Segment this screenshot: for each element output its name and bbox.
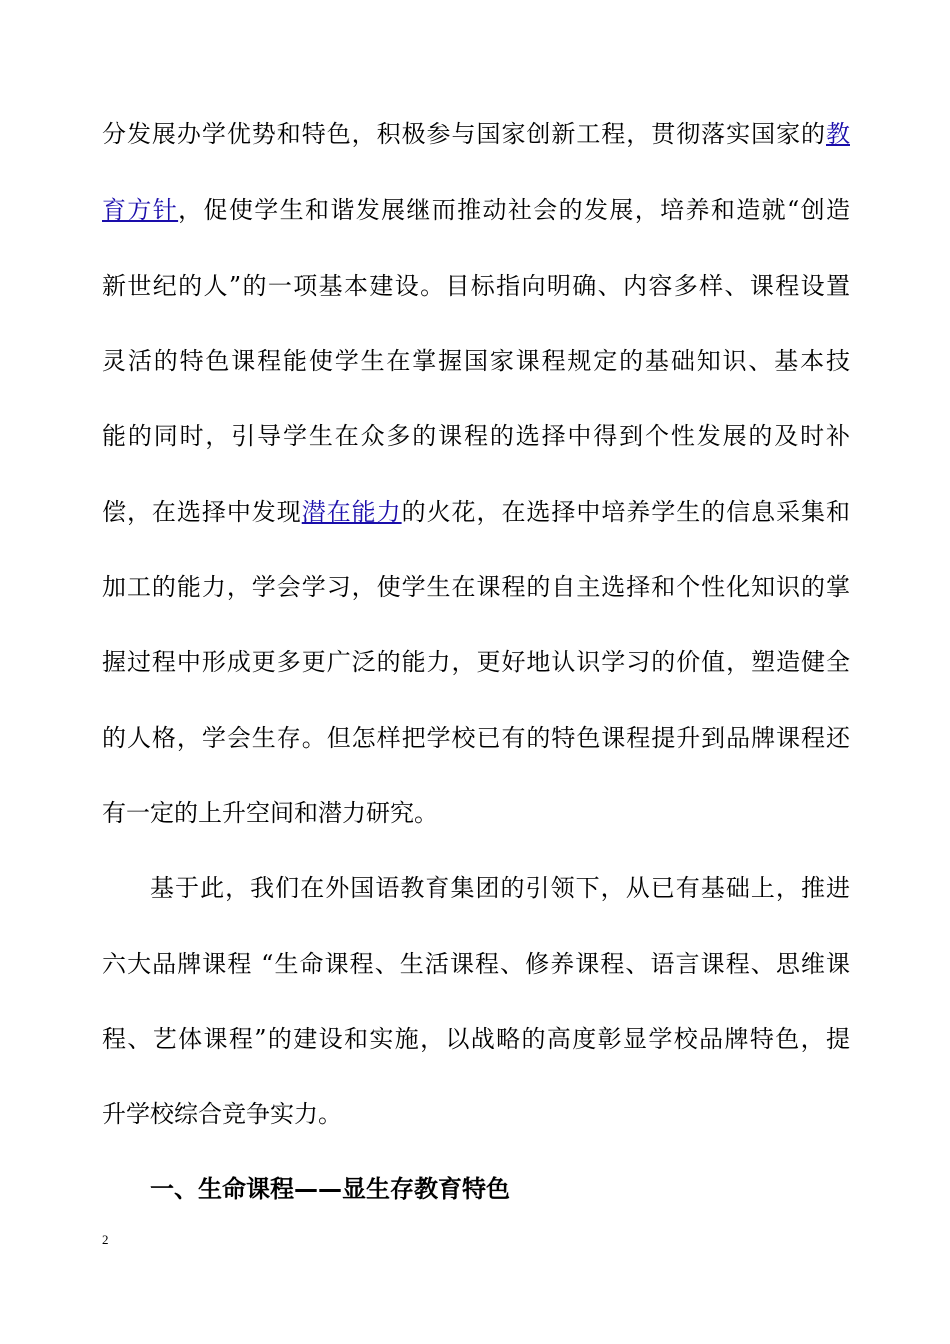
paragraph2-line3: 程、艺体课程”的建设和实施，以战略的高度彰显学校品牌特色，提 [102, 1025, 850, 1053]
link-education-policy-cont[interactable]: 育方针 [102, 196, 179, 224]
paragraph1-line3: 新世纪的人”的一项基本建设。目标指向明确、内容多样、课程设置 [102, 272, 850, 300]
text-segment: ，促使学生和谐发展继而推动社会的发展，培养和造就“创造 [178, 196, 850, 224]
paragraph1-line9: 的人格，学会生存。但怎样把学校已有的特色课程提升到品牌课程还 [102, 724, 850, 752]
section-heading: 一、生命课程——显生存教育特色 [150, 1175, 510, 1203]
paragraph2-line4: 升学校综合竞争实力。 [102, 1100, 342, 1128]
paragraph2-line2: 六大品牌课程 “生命课程、生活课程、修养课程、语言课程、思维课 [102, 950, 850, 978]
paragraph1-line7: 加工的能力，学会学习，使学生在课程的自主选择和个性化知识的掌 [102, 573, 850, 601]
paragraph1-line2 [102, 190, 850, 230]
paragraph1-line6 [102, 492, 850, 532]
link-potential-ability[interactable]: 潜在能力 [301, 498, 402, 526]
text-segment: 的火花，在选择中培养学生的信息采集和 [401, 498, 851, 526]
text-segment: 分发展办学优势和特色，积极参与国家创新工程，贯彻落实国家的 [102, 120, 826, 148]
paragraph1-line8: 握过程中形成更多更广泛的能力，更好地认识学习的价值，塑造健全 [102, 648, 850, 676]
paragraph2-line1: 基于此，我们在外国语教育集团的引领下，从已有基础上，推进 [150, 874, 850, 902]
text-segment: 偿，在选择中发现 [102, 498, 302, 526]
paragraph1-line10: 有一定的上升空间和潜力研究。 [102, 799, 438, 827]
paragraph1-line4: 灵活的特色课程能使学生在掌握国家课程规定的基础知识、基本技 [102, 347, 850, 375]
paragraph1-line1 [102, 114, 850, 154]
link-education-policy[interactable]: 教 [826, 120, 850, 148]
page-number: 2 [102, 1232, 109, 1247]
paragraph1-line5: 能的同时，引导学生在众多的课程的选择中得到个性发展的及时补 [102, 422, 850, 450]
